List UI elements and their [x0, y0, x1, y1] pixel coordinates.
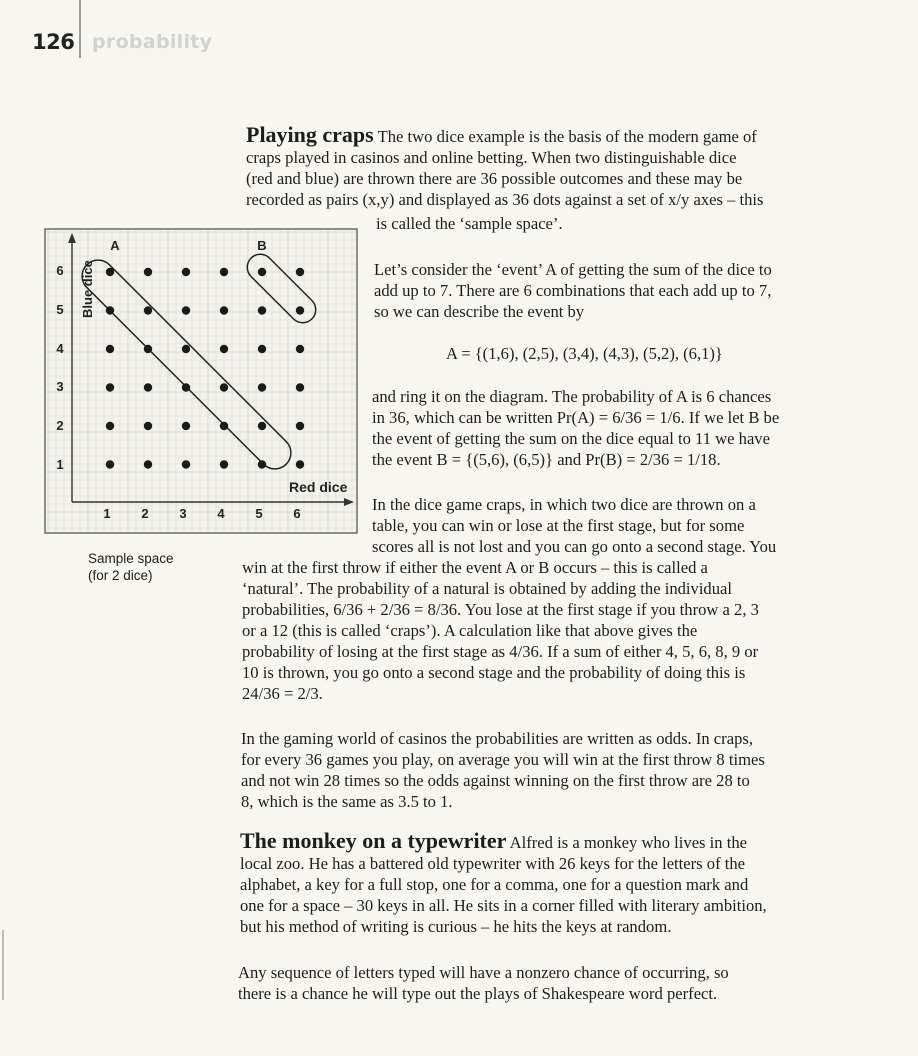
monkey-first-line	[240, 830, 767, 853]
monkey-line: Alfred is a monkey who lives in the	[506, 833, 747, 852]
ring-line: the event B = {(5,6), (6,5)} and Pr(B) = 2/36 = 1/18.	[372, 450, 721, 469]
outcome-dot	[182, 268, 190, 276]
craps-intro-line: (red and blue) are thrown there are 36 possible outcomes and these may be	[246, 169, 743, 188]
outcome-dot	[106, 422, 114, 430]
closing-line: Any sequence of letters typed will have a nonzero chance of occurring, so	[238, 963, 729, 982]
y-tick-label: 4	[56, 341, 64, 356]
outcome-dot	[106, 383, 114, 391]
monkey-line: but his method of writing is curious – he hits the keys at random.	[240, 917, 672, 936]
monkey-line: alphabet, a key for a full stop, one for a comma, one for a question mark and	[240, 875, 749, 894]
outcome-dot	[296, 383, 304, 391]
game-paragraph-long	[242, 557, 759, 704]
craps-intro-line: craps played in casinos and online betting. When two distinguishable dice	[246, 148, 737, 167]
craps-intro-line: The two dice example is the basis of the modern game of	[373, 127, 757, 146]
x-tick-label: 2	[141, 506, 149, 521]
craps-intro-block	[246, 124, 764, 210]
outcome-dot	[258, 422, 266, 430]
craps-intro-line: recorded as pairs (x,y) and displayed as 36 dots against a set of x/y axes – this	[246, 190, 764, 209]
game-line: 10 is thrown, you go onto a second stage and the probability of doing this is	[242, 663, 746, 682]
outcome-dot	[258, 306, 266, 314]
game-line: scores all is not lost and you can go onto a second stage. You	[372, 537, 777, 556]
outcome-dot	[144, 268, 152, 276]
outcome-dot	[182, 306, 190, 314]
y-tick-label: 1	[56, 457, 64, 472]
y-tick-label: 6	[56, 263, 64, 278]
event-paragraph	[374, 259, 772, 322]
outcome-dot	[258, 268, 266, 276]
closing-paragraph	[238, 962, 729, 1004]
outcome-dot	[106, 460, 114, 468]
monkey-line: local zoo. He has a battered old typewriter with 26 keys for the letters of the	[240, 854, 746, 873]
page-number: 126	[32, 30, 75, 54]
game-line: probability of losing at the first stage as 4/36. If a sum of either 4, 5, 6, 8, 9 or	[242, 642, 759, 661]
outcome-dot	[144, 460, 152, 468]
outcome-dot	[182, 460, 190, 468]
outcome-dot	[144, 345, 152, 353]
craps-intro-last-line: is called the ‘sample space’.	[376, 214, 563, 233]
game-line: win at the first throw if either the event A or B occurs – this is called a	[242, 558, 708, 577]
page-edge-mark	[2, 930, 4, 1000]
odds-line: 8, which is the same as 3.5 to 1.	[241, 792, 453, 811]
outcome-dot	[296, 460, 304, 468]
x-tick-label: 1	[103, 506, 111, 521]
craps-heading: Playing craps	[246, 122, 374, 147]
outcome-dot	[220, 422, 228, 430]
x-tick-label: 4	[217, 506, 225, 521]
game-line: probabilities, 6/36 + 2/36 = 8/36. You lose at the first stage if you throw a 2, 3	[242, 600, 759, 619]
header-rule	[79, 0, 81, 58]
outcome-dot	[144, 306, 152, 314]
outcome-dot	[106, 268, 114, 276]
outcome-dot	[258, 383, 266, 391]
outcome-dot	[258, 460, 266, 468]
y-tick-label: 3	[56, 379, 64, 394]
outcome-dot	[220, 460, 228, 468]
caption-line: Sample space	[88, 551, 174, 566]
outcome-dot	[106, 306, 114, 314]
outcome-dot	[296, 345, 304, 353]
ring-paragraph	[372, 386, 779, 470]
caption-line: (for 2 dice)	[88, 568, 153, 583]
ring-line: the event of getting the sum on the dice equal to 11 we have	[372, 429, 770, 448]
outcome-dot	[182, 345, 190, 353]
odds-paragraph	[241, 728, 765, 812]
odds-line: and not win 28 times so the odds against winning on the first throw are 28 to	[241, 771, 750, 790]
outcome-dot	[220, 306, 228, 314]
event-a-formula: A = {(1,6), (2,5), (3,4), (4,3), (5,2), (6,1)}	[446, 344, 723, 363]
game-line: ‘natural’. The probability of a natural is obtained by adding the individual	[242, 579, 733, 598]
diagram-caption	[88, 550, 174, 584]
x-tick-label: 5	[255, 506, 263, 521]
game-line: In the dice game craps, in which two dice are thrown on a	[372, 495, 756, 514]
outcome-dot	[220, 383, 228, 391]
craps-intro-first-line	[246, 124, 764, 147]
running-head: probability	[92, 31, 213, 53]
x-tick-label: 3	[179, 506, 187, 521]
outcome-dot	[296, 306, 304, 314]
event-b-label: B	[257, 238, 267, 253]
outcome-dot	[144, 383, 152, 391]
ring-line: and ring it on the diagram. The probability of A is 6 chances	[372, 387, 772, 406]
outcome-dot	[220, 268, 228, 276]
y-tick-label: 5	[56, 302, 64, 317]
game-line: or a 12 (this is called ‘craps’). A calculation like that above gives the	[242, 621, 698, 640]
x-axis-label: Red dice	[289, 479, 348, 495]
odds-line: for every 36 games you play, on average you will win at the first throw 8 times	[241, 750, 765, 769]
monkey-paragraph	[240, 830, 767, 937]
game-line: table, you can win or lose at the first stage, but for some	[372, 516, 745, 535]
outcome-dot	[182, 383, 190, 391]
monkey-line: one for a space – 30 keys in all. He sits in a corner filled with literary ambition,	[240, 896, 767, 915]
closing-line: there is a chance he will type out the plays of Shakespeare word perfect.	[238, 984, 718, 1003]
outcome-dot	[182, 422, 190, 430]
outcome-dot	[220, 345, 228, 353]
outcome-dot	[258, 345, 266, 353]
outcome-dot	[296, 268, 304, 276]
ring-line: in 36, which can be written Pr(A) = 6/36 = 1/6. If we let B be	[372, 408, 780, 427]
outcome-dot	[144, 422, 152, 430]
y-axis-label: Blue dice	[80, 260, 95, 318]
monkey-heading: The monkey on a typewriter	[240, 828, 507, 853]
y-tick-label: 2	[56, 418, 64, 433]
x-tick-label: 6	[293, 506, 301, 521]
outcome-dot	[296, 422, 304, 430]
odds-line: In the gaming world of casinos the probabilities are written as odds. In craps,	[241, 729, 753, 748]
event-line: so we can describe the event by	[374, 302, 585, 321]
outcome-dot	[106, 345, 114, 353]
event-line: add up to 7. There are 6 combinations that each add up to 7,	[374, 281, 772, 300]
event-a-label: A	[110, 238, 120, 253]
game-line: 24/36 = 2/3.	[242, 684, 323, 703]
game-paragraph-short	[372, 494, 776, 557]
sample-space-diagram	[44, 228, 362, 536]
event-line: Let’s consider the ‘event’ A of getting the sum of the dice to	[374, 260, 772, 279]
